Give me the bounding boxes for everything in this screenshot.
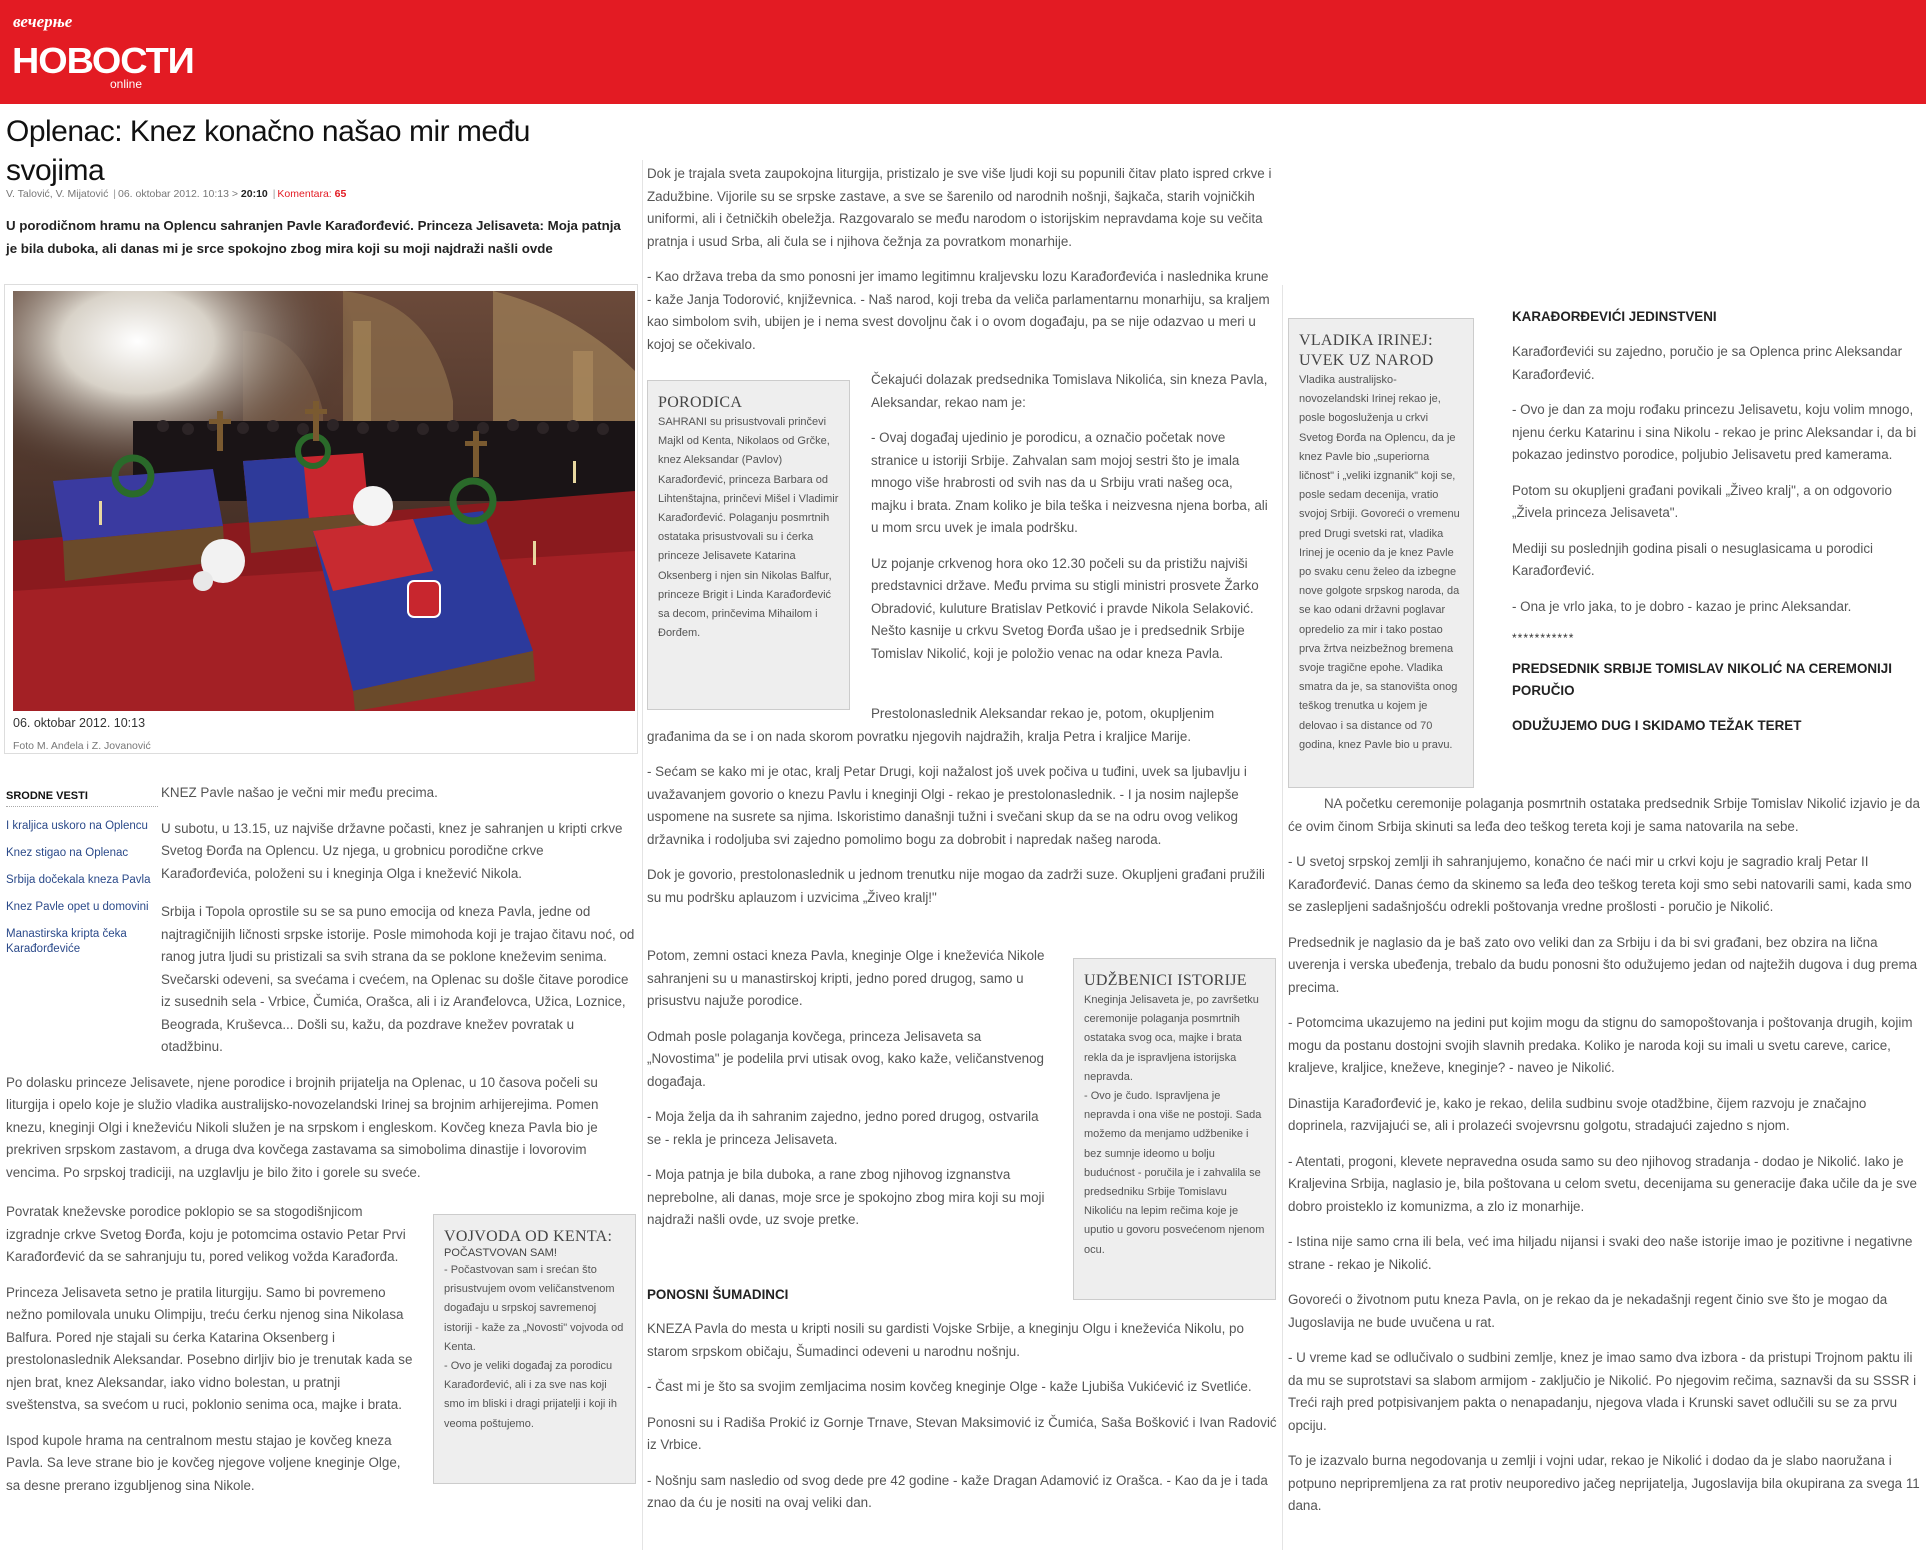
sidebox-udzbenici: [1073, 958, 1276, 1300]
paragraph: Predsednik je naglasio da je baš zato ovo veliki dan za Srbiju i da bi svi građani, bez obzira na lična uverenja i verska ubeđenja, trebalo da budu ponosni što odužujemo jedan od najtežih dugova i dug prema precima.: [1288, 934, 1918, 995]
paragraph: - Moja patnja je bila duboka, a rane zbog njihovog izgnanstva neprebolne, ali danas, moje srce je spokojno zbog mira koji su moji najdraži našli ovde, uz svoje pretke.: [647, 1167, 1045, 1227]
paragraph: NA početku ceremonije polaganja posmrtnih ostataka predsednik Srbije Tomislav Nikolić izjavio je da će ovim činom Srbija skinuti sa leđa deo teškog tereta koji je sama natovarila na sebe.: [1288, 796, 1920, 834]
article-authors: V. Talović, V. Mijatović: [6, 188, 109, 200]
paragraph: Potom, zemni ostaci kneza Pavla, kneginje Olge i kneževića Nikole sahranjeni su u manastirskoj kripti, jedno pored drugog, samo u prisustvu najuže porodice.: [647, 948, 1045, 1008]
related-link[interactable]: Knez Pavle opet u domovini: [6, 901, 149, 913]
paragraph: Potom su okupljeni građani povikali „Živeo kralj", a on odgovorio „Živela princeza Jelisaveta".: [1512, 482, 1892, 520]
paragraph: Uz pojanje crkvenog hora oko 12.30 počeli su da pristižu najviši predstavnici države. Među prvima su stigli ministri prosvete Žarko Obradović, kuluture Bratislav Petković i pravde Nikola Selaković. Nešto kasnije u crkvu Svetog Đorđa ušao je i predsednik Srbije Tomislav Nikolić, koji je položio venac na odar kneza Pavla.: [871, 555, 1259, 661]
sidebox-irinej: [1288, 318, 1474, 788]
col3-body: [1288, 793, 1924, 1531]
logo-subtitle: online: [110, 77, 143, 91]
paragraph: To je izazvalo burna negodovanja u zemlji i vojni udar, rekao je Nikolić i dodao da je slabo naoružana i potpuno nepripremljena za rat protiv neuporedivo jačeg neprijatelja, Jugoslavija bila okupirana za svega 11 dana.: [1288, 1453, 1920, 1513]
article-updated: 20:10: [240, 188, 268, 200]
related-heading: SRODNE VESTI: [6, 790, 158, 807]
separator-stars: ***********: [1512, 631, 1575, 645]
funeral-photo[interactable]: [13, 291, 635, 711]
paragraph: - Kao država treba da smo ponosni jer imamo legitimnu kraljevsku lozu Karađorđevića i naslednika krune - kaže Janja Todorović, književnica. - Naš narod, koji treba da veliča parlamentarnu monarhiju, sa kraljem kao simbolom svih, ubijen je i nema svest dovoljnu čak i o ovom događaju, pa se nije odazvao u meri u kojoj se očekivalo.: [647, 269, 1270, 352]
col3-top: [1512, 306, 1924, 750]
paragraph: - Moja želja da ih sahranim zajedno, jedno pored drugog, ostvarila se - rekla je princeza Jelisaveta.: [647, 1109, 1039, 1147]
sidebox-porodica: [647, 380, 850, 710]
comments-label[interactable]: Komentara:: [277, 188, 332, 200]
paragraph: Po dolasku princeze Jelisavete, njene porodice i brojnih prijatelja na Oplenac, u 10 časova počeli su liturgija i opelo koje je služio vladika australijsko-novozelandski Irinej sa brojnim arhijerejima. Pomen knezu, kneginji Olgi i kneževiću Nikoli služen je na srpskom i engleskom. Kovčeg kneza Pavla bio je prekriven srpskom zastavom, a druga dva kovčega zastavama sa simobolima dinastije i lovorovim vencima. Po srpskoj tradiciji, na uzglavlju je bilo žito i gorele su sveće.: [6, 1074, 599, 1180]
sidebox-text: Vladika australijsko-novozelandski Irinej rekao je, posle bogosluženja u crkvi Svetog Đorđa na Oplencu, da je knez Pavle bio „superiorna ličnost" i „veliki izgnanik" koji se, posle sedam decenija, vratio svojoj Srbiji. Govoreći o vremenu pred Drugi svetski rat, vladika Irinej je ocenio da je knez Pavle po svaku cenu želeo da izbegne nove golgote srpskog naroda, da se kao odani državni poglavar opredelio za mir i tako postao prva žrtva neizbežnog bremena svoje tragične epohe. Vladika smatra da je, sa stanovišta onog teškog trenutka u kojem je delovao i sa distance od 70 godina, knez Pavle bio u pravu.: [1299, 374, 1460, 751]
sidebox-title: UDŽBENICI ISTORIJE: [1084, 972, 1247, 989]
article-meta: V. Talović, V. Mijatović | 06. oktobar 2012. 10:13 > 20:10 | Komentara: 65: [6, 188, 347, 200]
section-heading: KARAĐORĐEVIĆI JEDINSTVENI: [1512, 309, 1717, 324]
sidebox-title: PORODICA: [658, 394, 743, 411]
sidebox-text: SAHRANI su prisustvovali prinčevi Majkl od Kenta, Nikolaos od Grčke, knez Aleksandar (Pavlov) Karađorđević, princeza Barbara od Lihtenštajna, prinčevi Mišel i Vladimir Karađorđević. Polaganju posmrtnih ostataka prisustvovali su i ćerka princeze Jelisavete Katarina Oksenberg i njen sin Nikolas Balfur, princeze Brigit i Linda Karađorđević sa decom, prinčevima Mihailom i Đorđem.: [658, 416, 839, 640]
col1-top: [161, 782, 636, 898]
logo-small[interactable]: вечерње: [13, 12, 73, 31]
article-lead: U porodičnom hramu na Oplencu sahranjen Pavle Karađorđević. Princeza Jelisaveta: Moja patnja je bila duboka, ali danas mi je srce spokojno zbog mira koji su moji najdraži našli ovde: [6, 218, 621, 256]
section-heading: PREDSEDNIK SRBIJE TOMISLAV NIKOLIĆ NA CEREMONIJI PORUČIO: [1512, 661, 1892, 698]
col2-top: [647, 163, 1272, 369]
paragraph: Dinastija Karađorđević je, kako je rekao, delila sudbinu svoje otadžbine, čijem razvoju je značajno doprinela, razvijajući se, ali i prolazeći svojevrsnu golgotu, stradajući zajedno s njom.: [1288, 1095, 1867, 1133]
paragraph: - Sećam se kako mi je otac, kralj Petar Drugi, koji nažalost još uvek počiva u tuđini, uvek sa ljubavlju i uvažavanjem govorio o knezu Pavlu i kneginji Olgi - rekao je prestolonaslednik. - I ja nosim najlepše uspomene na susrete sa njima. Iskoristimo današnji tužni i svečani skup da se na odru ovog velikog državnika i rodoljuba svi zajedno pomolimo bogu za dobrobit i napredak našeg naroda.: [647, 764, 1247, 847]
paragraph: - Potomcima ukazujemo na jedini put kojim mogu da stignu do samopoštovanja i poštovanja drugih, kojim mogu da postanu dostojni svojih slavnih predaka. Koliko je naroda koji su imali u svetu careve, carice, kraljeve, kraljice, kneževe, kneginje? - naveo je Nikolić.: [1288, 1015, 1913, 1075]
col2-beside-box: [871, 369, 1271, 678]
sidebox-title: VOJVODA OD KENTA:: [444, 1228, 613, 1245]
paragraph: - Atentati, progoni, klevete nepravedna osuda samo su deo njihovog stradanja - dodao je Nikolić. Iako je Kraljevina Srbija, naglasio je, bila poštovana u celom svetu, decenijama su generacije đaka učile da je sve dobro proisteklo iz komunizma, a zlo iz monarhije.: [1288, 1153, 1917, 1214]
related-link[interactable]: Manastirska kripta čeka Karađorđeviće: [6, 928, 127, 955]
column-divider: [642, 160, 643, 1550]
sidebox-title: VLADIKA IRINEJ: UVEK UZ NAROD: [1299, 332, 1434, 369]
paragraph: KNEZA Pavla do mesta u kripti nosili su gardisti Vojske Srbije, a kneginju Olgu i kneževića Nikolu, po starom srpskom običaju, Šumadinci odeveni u narodnu nošnju.: [647, 1321, 1244, 1359]
paragraph: Srbija i Topola oprostile su se sa puno emocija od kneza Pavla, jedne od najtragičnijih ličnosti srpske istorije. Posle mimohoda koji je trajao čitavu noć, od ranog jutra ljudi su pristizali sa svih strana da se poklone kneževim senima. Svečarski odeveni, sa svećama i cvećem, na Oplenac su došle čitave porodice iz susednih sela - Vrbice, Čumića, Orašca, ali i iz Aranđelovca, Užica, Loznice, Beograda, Kruševca... Došli su, kažu, da pozdrave knežev povratak u otadžbinu.: [161, 904, 635, 1054]
photo-box: [4, 284, 638, 754]
paragraph: - Ovaj događaj ujedinio je porodicu, a označio početak nove stranice u istoriji Srbije. Zahvalan sam mojoj sestri što je imala mnogo više hrabrosti od svih nas da u Srbiju vrati našeg oca, majku i brata. Znam koliko je bila teška i neizvesna njena borba, ali u mom srcu uvek je imala podršku.: [871, 430, 1268, 535]
col2-narrow: [647, 945, 1045, 1245]
related-link[interactable]: I kraljica uskoro na Oplencu: [6, 820, 148, 832]
paragraph: U subotu, u 13.15, uz najviše državne počasti, knez je sahranjen u kripti crkve Svetog Đorđa na Oplencu. Uz njega, u grobnicu porodične crkve Karađorđevića, položeni su i kneginja Olga i knežević Nikola.: [161, 820, 623, 881]
col1-narrow: [6, 1201, 418, 1510]
paragraph: - U svetoj srpskoj zemlji ih sahranjujemo, konačno će naći mir u crkvi koju je sagradio kralj Petar II Karađorđević. Danas ćemo da skinemo sa leđa deo teškog tereta koji smo sebi natovarili sami, kada smo se zaslepljeni sadašnjošću odrekli poštovanja vredne prošlosti - poručio je Nikolić.: [1288, 854, 1912, 914]
comments-count[interactable]: 65: [334, 188, 347, 200]
site-header: [0, 0, 1926, 104]
paragraph: Dok je trajala sveta zaupokojna liturgija, pristizalo je sve više ljudi koji su popunili čitav plato ispred crkve i Zadužbine. Vijorile su se srpske zastave, a sve se šarenilo od narodnih nošnji, šajkača, starih vojničkih uniformi, ali i četničkih obeležja. Razgovaralo se među narodom o istorijskim nepravdama koje su večita pratnja i usud Srba, ali čula se i njihova čežnja za povratkom monarhije.: [647, 166, 1272, 249]
photo-credit: Foto M. Anđela i Z. Jovanović: [13, 740, 151, 752]
sidebox-text: - Počastvovan sam i srećan što prisustvujem ovom veličanstvenom događaju u srpskoj savremenoj istoriji - kaže za „Novosti" vojvoda od Kenta. - Ovo je veliki događaj za porodicu Karađorđević, ali i za sve nas koji smo im bliski i dragi prijatelji i koji ih veoma poštujemo.: [444, 1264, 624, 1430]
paragraph: - Nošnju sam nasledio od svog dede pre 42 godine - kaže Dragan Adamović iz Orašca. - Kao da je i tada znao da ću je nositi na ovaj veliki dan.: [647, 1472, 1268, 1510]
paragraph: Ispod kupole hrama na centralnom mestu stajao je kovčeg kneza Pavla. Sa leve strane bio je kovčeg njegove voljene kneginje Olge, sa desne prerano izgubljenog sina Nikole.: [6, 1432, 401, 1493]
related-link[interactable]: Knez stigao na Oplenac: [6, 847, 129, 859]
paragraph: Mediji su poslednjih godina pisali o nesuglasicama u porodici Karađorđević.: [1512, 540, 1874, 578]
paragraph: - Istina nije samo crna ili bela, već ima hiljadu nijansi i svaki deo naše istorije imao je pozitivne i negativne strane - rekao je Nikolić.: [1288, 1234, 1913, 1272]
photo-date: 06. oktobar 2012. 10:13: [13, 716, 146, 730]
logo[interactable]: НОВОСТИ: [12, 40, 194, 81]
col2-bottom: [647, 1284, 1277, 1528]
paragraph: Govoreći o životnom putu kneza Pavla, on je rekao da je nekadašnji regent činio sve što je mogao da Jugoslavija ne bude uvučena u rat.: [1288, 1292, 1888, 1330]
paragraph: Odmah posle polaganja kovčega, princeza Jelisaveta sa „Novostima" je podelila prvi utisak ovog, kako kaže, veličanstvenog događaja.: [647, 1028, 1044, 1089]
col1-body: [6, 901, 636, 1197]
section-heading: PONOSNI ŠUMADINCI: [647, 1287, 789, 1302]
column-divider: [1282, 285, 1283, 1550]
sidebox-subtitle: POČASTVOVAN SAM!: [444, 1247, 557, 1259]
paragraph: Prestolonaslednik Aleksandar rekao je, potom, okupljenim građanima da se i on nada skorom povratku njegovih najdražih, kralja Petra i kraljice Marije.: [647, 706, 1215, 744]
article-date: 06. oktobar 2012. 10:13: [118, 188, 229, 200]
paragraph: - Čast mi je što sa svojim zemljacima nosim kovčeg kneginje Olge - kaže Ljubiša Vukićević iz Svetliće.: [647, 1379, 1252, 1394]
paragraph: - Ona je vrlo jaka, to je dobro - kazao je princ Aleksandar.: [1512, 598, 1852, 614]
paragraph: Ponosni su i Radiša Prokić iz Gornje Trnave, Stevan Maksimović iz Čumića, Saša Bošković i Ivan Radović iz Vrbice.: [647, 1414, 1277, 1452]
article-title: Oplenac: Knez konačno našao mir među svojima: [6, 115, 530, 187]
paragraph: Karađorđevići su zajedno, poručio je sa Oplenca princ Aleksandar Karađorđević.: [1512, 344, 1903, 382]
sidebox-text: Kneginja Jelisaveta je, po završetku ceremonije polaganja posmrtnih ostataka svog oca, majke i brata rekla da je ispravljena istorijska nepravda. - Ovo je čudo. Ispravljena je nepravda i ona više ne postoji. Sada možemo da menjamo udžbenike i bez sumnje ideomo u bolju budućnost - poručila je i zahvalila se predsedniku Srbije Tomislavu Nikoliću na lepim rečima koje je uputio u govoru posvećenom njenom ocu.: [1084, 994, 1265, 1256]
paragraph: Čekajući dolazak predsednika Tomislava Nikolića, sin kneza Pavla, Aleksandar, rekao nam je:: [871, 372, 1268, 410]
paragraph: Princeza Jelisaveta setno je pratila liturgiju. Samo bi povremeno nežno pomilovala unuku Olimpiju, treću ćerku njenog sina Nikolasa Balfura. Pored nje stajali su ćerka Katarina Oksenberg i prestolonaslednik Aleksandar. Posebno dirljiv bio je trenutak kada se njen brat, knez Aleksandar, iako vidno bolestan, u pratnji sveštenstva, sa svećom u ruci, poklonio senima oca, majke i brata.: [6, 1284, 413, 1412]
related-link[interactable]: Srbija dočekala kneza Pavla: [6, 874, 151, 886]
paragraph: - U vreme kad se odlučivalo o sudbini zemlje, knez je imao samo dva izbora - da pristupi Trojnom paktu ili da mu se suprotstavi sa slabom armijom - zaključio je Nikolić. Po njegovim rečima, saznavši da su SSSR i Treći rajh pred potpisivanjem pakta o nenapadanju, njegova vlada i Krunski savet odlučili su se za prvu opciju.: [1288, 1350, 1917, 1433]
paragraph: - Ovo je dan za moju rođaku princezu Jelisavetu, koju volim mnogo, njenu ćerku Katarinu i sina Nikolu - rekao je princ Aleksandar i, da bi pokazao jedinstvo porodice, poljubio Jelisavetu pred kamerama.: [1512, 402, 1917, 462]
sidebox-vojvoda: [433, 1214, 636, 1484]
paragraph: Dok je govorio, prestolonaslednik u jednom trenutku nije mogao da zadrži suze. Okupljeni građani pružili su mu podršku aplauzom i uzvicima „Živeo kralj!": [647, 867, 1265, 905]
paragraph: KNEZ Pavle našao je večni mir među precima.: [161, 785, 438, 800]
col2-mid: [647, 703, 1277, 922]
paragraph: Povratak kneževske porodice poklopio se sa stogodišnjicom izgradnje crkve Svetog Đorđa, koju je potomcima ostavio Petar Prvi Karađorđević da se sahranjuju tu, pored velikog vožda Karađorđa.: [6, 1204, 406, 1264]
section-heading: ODUŽUJEMO DUG I SKIDAMO TEŽAK TERET: [1512, 718, 1802, 733]
